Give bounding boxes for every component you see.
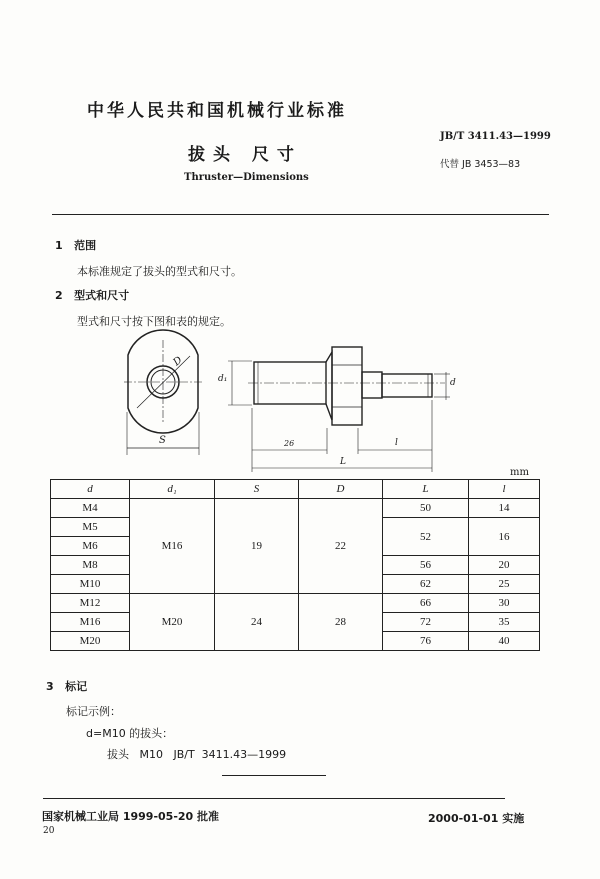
cell: M8 <box>51 556 130 575</box>
label-d: d <box>450 378 456 388</box>
cell: 22 <box>299 499 383 594</box>
end-rule <box>222 775 326 776</box>
section-2-body: 型式和尺寸按下图和表的规定。 <box>77 315 231 328</box>
cell: 20 <box>469 556 540 575</box>
section-3-heading: 3 标记 <box>46 680 88 693</box>
cell: 72 <box>383 613 469 632</box>
marking-example-label: 标记示例： <box>66 705 121 718</box>
header-L: L <box>383 480 469 499</box>
table-row <box>51 499 540 518</box>
cell: M12 <box>51 594 130 613</box>
cell: M16 <box>130 499 215 594</box>
side-view <box>228 347 450 472</box>
cell: 16 <box>469 518 540 556</box>
cell: 19 <box>215 499 299 594</box>
section-1-body: 本标准规定了拔头的型式和尺寸。 <box>77 265 242 278</box>
cell: M4 <box>51 499 130 518</box>
cell: 50 <box>383 499 469 518</box>
cell: M16 <box>51 613 130 632</box>
cell: 56 <box>383 556 469 575</box>
table-row <box>51 594 540 613</box>
replaces-note: 代替 JB 3453—83 <box>440 159 521 170</box>
cell: 35 <box>469 613 540 632</box>
cell: M20 <box>130 594 215 651</box>
cell: M5 <box>51 518 130 537</box>
label-D: D <box>171 354 185 369</box>
cell: 24 <box>215 594 299 651</box>
cell: M6 <box>51 537 130 556</box>
marking-example: 拔头 M10 JB/T 3411.43—1999 <box>107 748 287 761</box>
cell: 28 <box>299 594 383 651</box>
header-D: D <box>299 480 383 499</box>
header-d: d <box>51 480 130 499</box>
effective-note: 2000-01-01 实施 <box>428 812 525 825</box>
cell: 62 <box>383 575 469 594</box>
page-number: 20 <box>43 826 55 836</box>
cell: 40 <box>469 632 540 651</box>
cell: 66 <box>383 594 469 613</box>
label-L: L <box>340 457 346 467</box>
cell: 76 <box>383 632 469 651</box>
cell: 30 <box>469 594 540 613</box>
footer-rule <box>43 798 505 799</box>
table-header <box>51 480 540 499</box>
marking-condition: d=M10 的拔头： <box>86 727 174 740</box>
label-26: 26 <box>284 439 295 448</box>
header-S: S <box>215 480 299 499</box>
label-S: S <box>159 435 166 446</box>
english-title: Thruster—Dimensions <box>184 172 309 183</box>
cell: M10 <box>51 575 130 594</box>
label-l: l <box>395 438 398 448</box>
doc-title: 拔头 尺寸 <box>188 145 302 165</box>
cell: 52 <box>383 518 469 556</box>
label-d1: d₁ <box>218 374 228 384</box>
approval-note: 国家机械工业局 1999-05-20 批准 <box>42 810 220 823</box>
cell: M20 <box>51 632 130 651</box>
section-2-heading: 2 型式和尺寸 <box>55 289 130 302</box>
header-l: l <box>469 480 540 499</box>
cell: 14 <box>469 499 540 518</box>
section-1-heading: 1 范围 <box>55 239 97 252</box>
standard-number: JB/T 3411.43—1999 <box>440 131 551 142</box>
dimensions-table <box>50 479 540 651</box>
cell: 25 <box>469 575 540 594</box>
org-title: 中华人民共和国机械行业标准 <box>87 101 347 121</box>
unit-label: mm <box>510 467 529 478</box>
header-d1: d₁ <box>130 480 215 499</box>
